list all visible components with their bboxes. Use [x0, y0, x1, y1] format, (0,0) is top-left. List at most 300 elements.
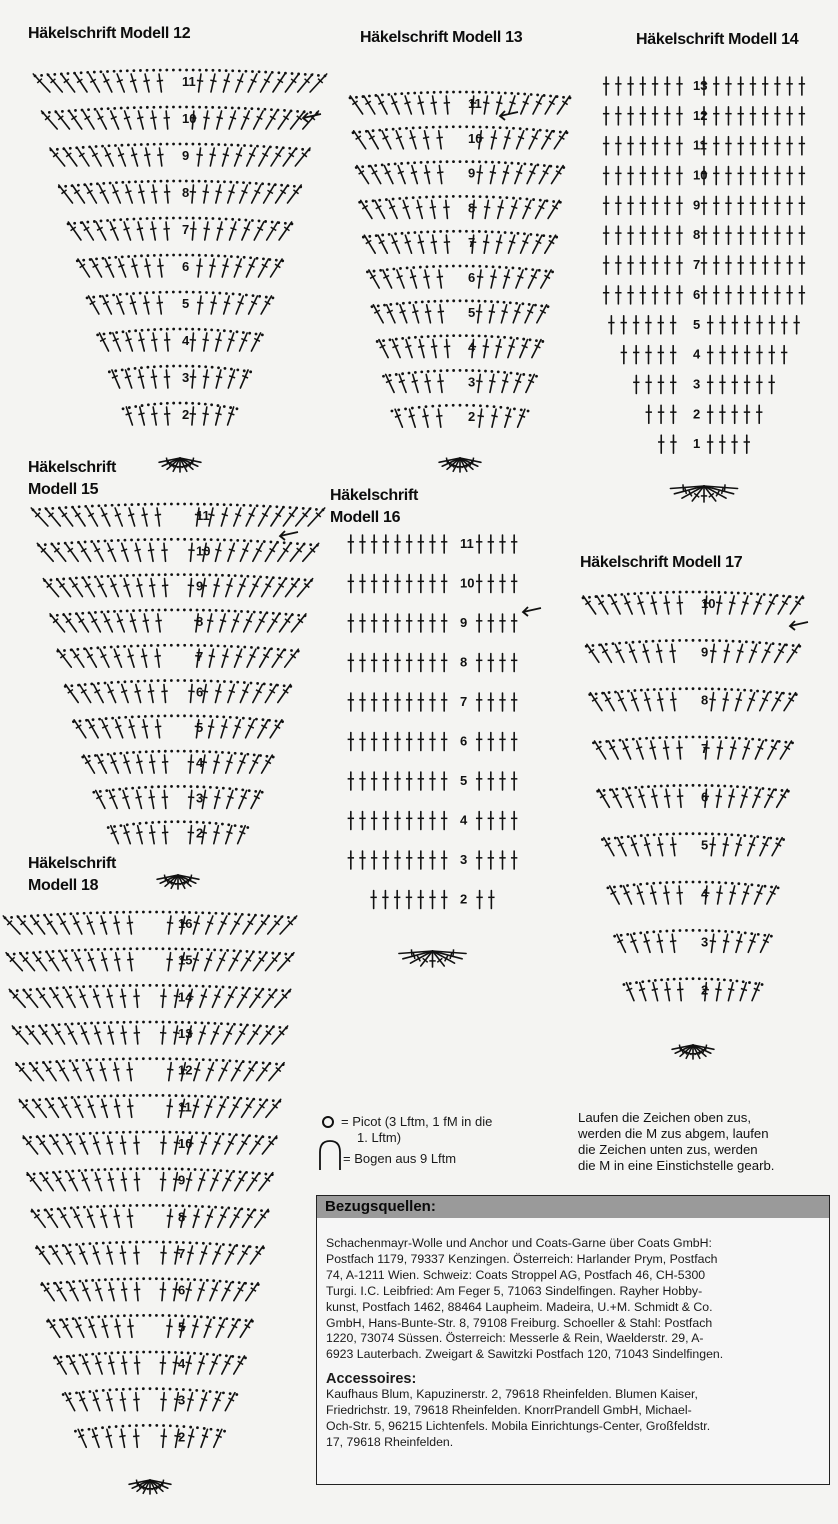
- stitch-mark: [70, 579, 82, 597]
- chain-dot: [698, 639, 701, 642]
- stitch-mark: [198, 148, 200, 166]
- sources-line: 74, A-1211 Wien. Schweiz: Coats Stroppel AG, Postfach 46, CH-5300: [326, 1267, 706, 1282]
- stitch-mark: [190, 543, 192, 561]
- chain-dot: [82, 146, 85, 149]
- chain-dot: [159, 291, 162, 294]
- chain-dot: [421, 300, 424, 303]
- chain-dot: [679, 591, 682, 594]
- chain-dot: [208, 1132, 211, 1135]
- chain-dot: [100, 611, 103, 614]
- stitch-mark: [446, 235, 448, 253]
- chain-dot: [248, 789, 251, 792]
- chain-dot: [282, 1063, 285, 1066]
- chain-dot: [248, 987, 251, 990]
- chain-dot: [152, 69, 155, 72]
- stitch-bar: [227, 761, 233, 763]
- chain-dot: [724, 930, 727, 933]
- chain-dot: [251, 219, 254, 222]
- stitch-mark: [162, 1356, 164, 1374]
- chain-dot: [717, 784, 720, 787]
- chain-dot: [504, 92, 507, 95]
- chain-dot: [233, 1023, 236, 1026]
- chain-dot: [229, 330, 232, 333]
- chain-dot: [238, 293, 241, 296]
- stitch-mark: [123, 1173, 126, 1191]
- round-number: 12: [693, 107, 708, 123]
- chain-dot: [271, 952, 274, 955]
- stitch-mark: [250, 989, 263, 1007]
- stitch-mark: [66, 989, 76, 1007]
- stitch-bar: [194, 1215, 200, 1217]
- chain-dot: [317, 74, 320, 77]
- stitch-mark: [723, 838, 727, 856]
- chain-dot: [168, 947, 171, 950]
- chain-dot: [179, 143, 182, 146]
- chain-dot: [217, 254, 220, 257]
- stitch-bar: [106, 1142, 112, 1144]
- chain-dot: [195, 911, 198, 914]
- chain-dot: [110, 1315, 113, 1318]
- chain-dot: [459, 404, 462, 407]
- stitch-bar: [193, 1105, 199, 1107]
- chain-dot: [225, 1354, 228, 1357]
- chain-dot: [263, 683, 266, 686]
- stitch-mark: [126, 185, 132, 203]
- chain-dot: [445, 265, 448, 268]
- stitch-mark: [145, 74, 149, 92]
- chain-dot: [249, 256, 252, 259]
- chain-dot: [238, 1356, 241, 1359]
- chain-dot: [117, 1351, 120, 1354]
- chain-dot: [177, 573, 180, 576]
- chain-dot: [157, 538, 160, 541]
- legend-picot-line1: = Picot (3 Lftm, 1 fM in die: [341, 1114, 493, 1129]
- chain-dot: [204, 328, 207, 331]
- stitch-bar: [138, 339, 144, 341]
- stitch-mark: [167, 333, 169, 351]
- stitch-bar: [120, 996, 126, 997]
- stitch-bar: [186, 1179, 192, 1181]
- chain-dot: [151, 750, 154, 753]
- chain-dot: [223, 645, 226, 648]
- stitch-bar: [679, 1045, 680, 1051]
- chain-dot: [50, 614, 53, 617]
- stitch-mark: [97, 111, 106, 129]
- chain-dot: [121, 1425, 124, 1428]
- chain-dot: [143, 680, 146, 683]
- chain-dot: [193, 1352, 196, 1355]
- chain-dot: [743, 834, 746, 837]
- stitch-mark: [520, 340, 528, 358]
- chain-dot: [652, 930, 655, 933]
- chain-dot: [217, 180, 220, 183]
- chain-dot: [147, 180, 150, 183]
- chain-dot: [484, 230, 487, 233]
- stitch-mark: [640, 983, 646, 1001]
- chain-dot: [67, 72, 70, 75]
- chain-dot: [196, 821, 199, 824]
- stitch-mark: [123, 1356, 126, 1374]
- chain-dot: [427, 335, 430, 338]
- chain-dot: [102, 1389, 105, 1392]
- chain-dot: [540, 304, 543, 307]
- chain-dot: [427, 370, 430, 373]
- chain-dot: [219, 1280, 222, 1283]
- chain-dot: [83, 647, 86, 650]
- stitch-bar: [186, 1362, 192, 1364]
- chain-dot: [531, 268, 534, 271]
- chain-dot: [536, 234, 539, 237]
- chain-dot: [172, 291, 175, 294]
- chain-dot: [704, 784, 707, 787]
- chain-dot: [162, 1204, 165, 1207]
- stitch-mark: [505, 409, 511, 427]
- chain-dot: [205, 69, 208, 72]
- stitch-mark: [478, 166, 480, 184]
- stitch-bar: [157, 154, 163, 155]
- chain-dot: [132, 69, 135, 72]
- chain-dot: [188, 1021, 191, 1024]
- chain-dot: [216, 680, 219, 683]
- chain-dot: [142, 1167, 145, 1170]
- stitch-bar: [124, 117, 130, 119]
- stitch-bar: [652, 989, 658, 991]
- chain-dot: [200, 1352, 203, 1355]
- round-number: 13: [178, 1026, 193, 1041]
- chain-dot: [127, 144, 130, 147]
- chain-dot: [259, 1098, 262, 1101]
- chain-dot: [182, 911, 185, 914]
- stitch-mark: [151, 826, 154, 844]
- stitch-bar: [424, 172, 430, 173]
- stitch-bar: [423, 137, 429, 138]
- chain-dot: [612, 642, 615, 645]
- round-number: 4: [693, 346, 701, 362]
- chain-dot: [113, 219, 116, 222]
- stitch-mark: [83, 1356, 91, 1374]
- chain-dot: [219, 1169, 222, 1172]
- stitch-mark: [69, 111, 82, 129]
- stitch-mark: [479, 409, 481, 427]
- stitch-bar: [113, 922, 119, 923]
- stitch-bar: [201, 1142, 207, 1144]
- chain-dot: [78, 1317, 81, 1320]
- chain-dot: [638, 640, 641, 643]
- stitch-bar: [160, 1179, 166, 1180]
- chain-dot: [233, 949, 236, 952]
- stitch-mark: [144, 614, 148, 632]
- stitch-mark: [222, 148, 227, 166]
- stitch-mark: [234, 1283, 245, 1301]
- chain-dot: [116, 948, 119, 951]
- chain-dot: [80, 71, 83, 74]
- stitch-mark: [241, 1099, 253, 1117]
- chain-dot: [53, 1282, 56, 1285]
- stitch-mark: [136, 685, 141, 703]
- stitch-mark: [205, 1099, 212, 1117]
- chain-dot: [198, 143, 201, 146]
- chain-dot: [640, 592, 643, 595]
- chain-dot: [239, 950, 242, 953]
- chain-dot: [170, 679, 173, 682]
- chain-dot: [685, 832, 688, 835]
- chain-dot: [200, 1315, 203, 1318]
- chain-dot: [293, 185, 296, 188]
- chain-dot: [290, 649, 293, 652]
- chain-dot: [56, 578, 59, 581]
- chain-dot: [283, 109, 286, 112]
- chain-dot: [62, 578, 65, 581]
- stitch-mark: [167, 407, 169, 425]
- chain-dot: [251, 1320, 254, 1323]
- stitch-bar: [418, 102, 424, 104]
- stitch-bar: [715, 989, 721, 990]
- chart-modell-16: [348, 535, 541, 967]
- chain-dot: [74, 109, 77, 112]
- stitch-mark: [501, 305, 506, 323]
- chain-dot: [77, 1022, 80, 1025]
- chain-dot: [203, 538, 206, 541]
- chain-dot: [142, 1094, 145, 1097]
- chain-dot: [108, 144, 111, 147]
- round-number: 6: [468, 270, 476, 285]
- stitch-mark: [496, 235, 501, 253]
- chain-dot: [253, 575, 256, 578]
- stitch-mark: [136, 1429, 138, 1447]
- stitch-bar: [114, 1215, 120, 1216]
- chain-dot: [374, 164, 377, 167]
- chain-dot: [231, 1281, 234, 1284]
- stitch-mark: [665, 886, 668, 904]
- chain-dot: [110, 1021, 113, 1024]
- stitch-mark: [268, 916, 283, 934]
- chain-dot: [510, 231, 513, 234]
- chain-dot: [82, 1391, 85, 1394]
- stitch-bar: [94, 1032, 100, 1034]
- stitch-bar: [201, 995, 207, 997]
- chain-dot: [142, 911, 145, 914]
- chain-dot: [84, 505, 87, 508]
- chain-dot: [678, 736, 681, 739]
- chain-dot: [141, 404, 144, 407]
- stitch-bar: [636, 747, 642, 749]
- chain-dot: [217, 143, 220, 146]
- stitch-mark: [55, 111, 69, 129]
- chain-dot: [265, 1099, 268, 1102]
- chain-dot: [365, 130, 368, 133]
- round-number: 11: [460, 536, 474, 551]
- chain-dot: [633, 835, 636, 838]
- stitch-mark: [298, 74, 313, 92]
- chain-dot: [174, 947, 177, 950]
- chain-dot: [98, 1352, 101, 1355]
- chain-dot: [175, 984, 178, 987]
- stitch-mark: [526, 374, 534, 392]
- stitch-mark: [82, 1283, 90, 1301]
- chain-dot: [539, 129, 542, 132]
- chain-dot: [82, 1059, 85, 1062]
- chain-dot: [547, 305, 550, 308]
- chain-dot: [170, 714, 173, 717]
- chain-dot: [122, 330, 125, 333]
- chain-dot: [255, 718, 258, 721]
- stitch-mark: [516, 270, 523, 288]
- chain-dot: [625, 641, 628, 644]
- stitch-bar: [162, 797, 168, 798]
- stitch-mark: [672, 644, 674, 662]
- chain-dot: [764, 885, 767, 888]
- chain-dot: [102, 1131, 105, 1134]
- chain-dot: [433, 370, 436, 373]
- chain-dot: [109, 1058, 112, 1061]
- stitch-bar: [502, 311, 508, 313]
- note-line: die M in eine Einstichstelle gearb.: [578, 1158, 775, 1173]
- stitch-mark: [240, 543, 248, 561]
- stitch-mark: [491, 131, 495, 149]
- chain-dot: [246, 575, 249, 578]
- chain-dot: [191, 328, 194, 331]
- round-number: 10: [693, 167, 708, 183]
- stitch-mark: [226, 755, 232, 773]
- chain-dot: [53, 73, 56, 76]
- chain-dot: [266, 611, 269, 614]
- stitch-mark: [87, 1209, 94, 1227]
- chain-dot: [195, 985, 198, 988]
- stitch-mark: [192, 222, 194, 240]
- chain-dot: [53, 1319, 56, 1322]
- chain-dot: [204, 254, 207, 257]
- chain-dot: [620, 593, 623, 596]
- stitch-mark: [760, 693, 769, 711]
- stitch-mark: [264, 185, 275, 203]
- stitch-mark: [610, 886, 619, 904]
- stitch-mark: [138, 755, 143, 773]
- chain-dot: [37, 544, 40, 547]
- stitch-mark: [278, 685, 291, 703]
- chain-dot: [635, 981, 638, 984]
- stitch-mark: [56, 1356, 67, 1374]
- chain-dot: [223, 539, 226, 542]
- chain-dot: [368, 235, 371, 238]
- stitch-mark: [153, 185, 156, 203]
- chain-dot: [101, 1426, 104, 1429]
- chain-dot: [42, 1061, 45, 1064]
- stitch-bar: [509, 345, 515, 347]
- chain-dot: [510, 372, 513, 375]
- chain-dot: [102, 182, 105, 185]
- chain-dot: [70, 541, 73, 544]
- stitch-mark: [188, 1429, 193, 1447]
- stitch-mark: [631, 693, 638, 711]
- chain-dot: [117, 1315, 120, 1318]
- chain-dot: [493, 405, 496, 408]
- chain-dot: [81, 109, 84, 112]
- chain-dot: [207, 1169, 210, 1172]
- chain-dot: [223, 329, 226, 332]
- chain-dot: [218, 69, 221, 72]
- stitch-mark: [80, 543, 91, 561]
- stitch-bar: [444, 346, 450, 347]
- stitch-mark: [109, 1026, 114, 1044]
- stitch-mark: [717, 789, 720, 807]
- chain-dot: [253, 753, 256, 756]
- chain-dot: [149, 1241, 152, 1244]
- chain-dot: [485, 265, 488, 268]
- stitch-mark: [80, 1136, 88, 1154]
- stitch-bar: [114, 959, 120, 960]
- chain-dot: [692, 881, 695, 884]
- stitch-bar: [135, 691, 141, 693]
- chain-dot: [382, 339, 385, 342]
- chain-dot: [459, 91, 462, 94]
- stitch-bar: [431, 102, 437, 103]
- chain-dot: [782, 692, 785, 695]
- chain-dot: [263, 145, 266, 148]
- chain-dot: [119, 293, 122, 296]
- stitch-bar: [161, 691, 167, 692]
- chain-dot: [104, 504, 107, 507]
- chain-dot: [562, 96, 565, 99]
- chain-dot: [776, 594, 779, 597]
- chain-dot: [258, 220, 261, 223]
- stitch-bar: [149, 761, 155, 762]
- stitch-mark: [211, 296, 215, 314]
- chain-dot: [82, 1243, 85, 1246]
- stitch-mark: [666, 789, 669, 807]
- stitch-mark: [46, 1209, 58, 1227]
- stitch-mark: [31, 916, 44, 934]
- chain-dot: [195, 1389, 198, 1392]
- chain-dot: [243, 256, 246, 259]
- stitch-bar: [450, 953, 452, 959]
- stitch-mark: [30, 1063, 44, 1081]
- stitch-mark: [742, 886, 748, 904]
- chain-dot: [252, 950, 255, 953]
- stitch-bar: [728, 989, 734, 991]
- stitch-mark: [426, 166, 430, 184]
- chain-dot: [262, 1062, 265, 1065]
- stitch-bar: [149, 797, 155, 798]
- chain-dot: [183, 503, 186, 506]
- chain-dot: [763, 690, 766, 693]
- chain-dot: [199, 291, 202, 294]
- stitch-bar: [729, 795, 735, 797]
- chain-dot: [145, 609, 148, 612]
- chain-dot: [519, 127, 522, 130]
- chain-dot: [65, 506, 68, 509]
- chain-dot: [776, 837, 779, 840]
- chain-dot: [216, 715, 219, 718]
- stitch-mark: [123, 790, 129, 808]
- chain-dot: [362, 95, 365, 98]
- sources-line: Schachenmayr-Wolle und Anchor und Coats-Garne über Coats GmbH:: [326, 1236, 712, 1250]
- chain-dot: [67, 222, 70, 225]
- chain-dot: [117, 681, 120, 684]
- chain-dot: [33, 1173, 36, 1176]
- stitch-mark: [379, 340, 388, 358]
- stitch-mark: [159, 74, 161, 92]
- stitch-mark: [143, 720, 147, 738]
- stitch-bar: [730, 747, 736, 749]
- chain-dot: [291, 578, 294, 581]
- chain-dot: [90, 683, 93, 686]
- chain-dot: [56, 987, 59, 990]
- chain-dot: [103, 1205, 106, 1208]
- chain-dot: [183, 820, 186, 823]
- chain-dot: [104, 1168, 107, 1171]
- stitch-mark: [215, 543, 220, 561]
- stitch-mark: [108, 543, 116, 561]
